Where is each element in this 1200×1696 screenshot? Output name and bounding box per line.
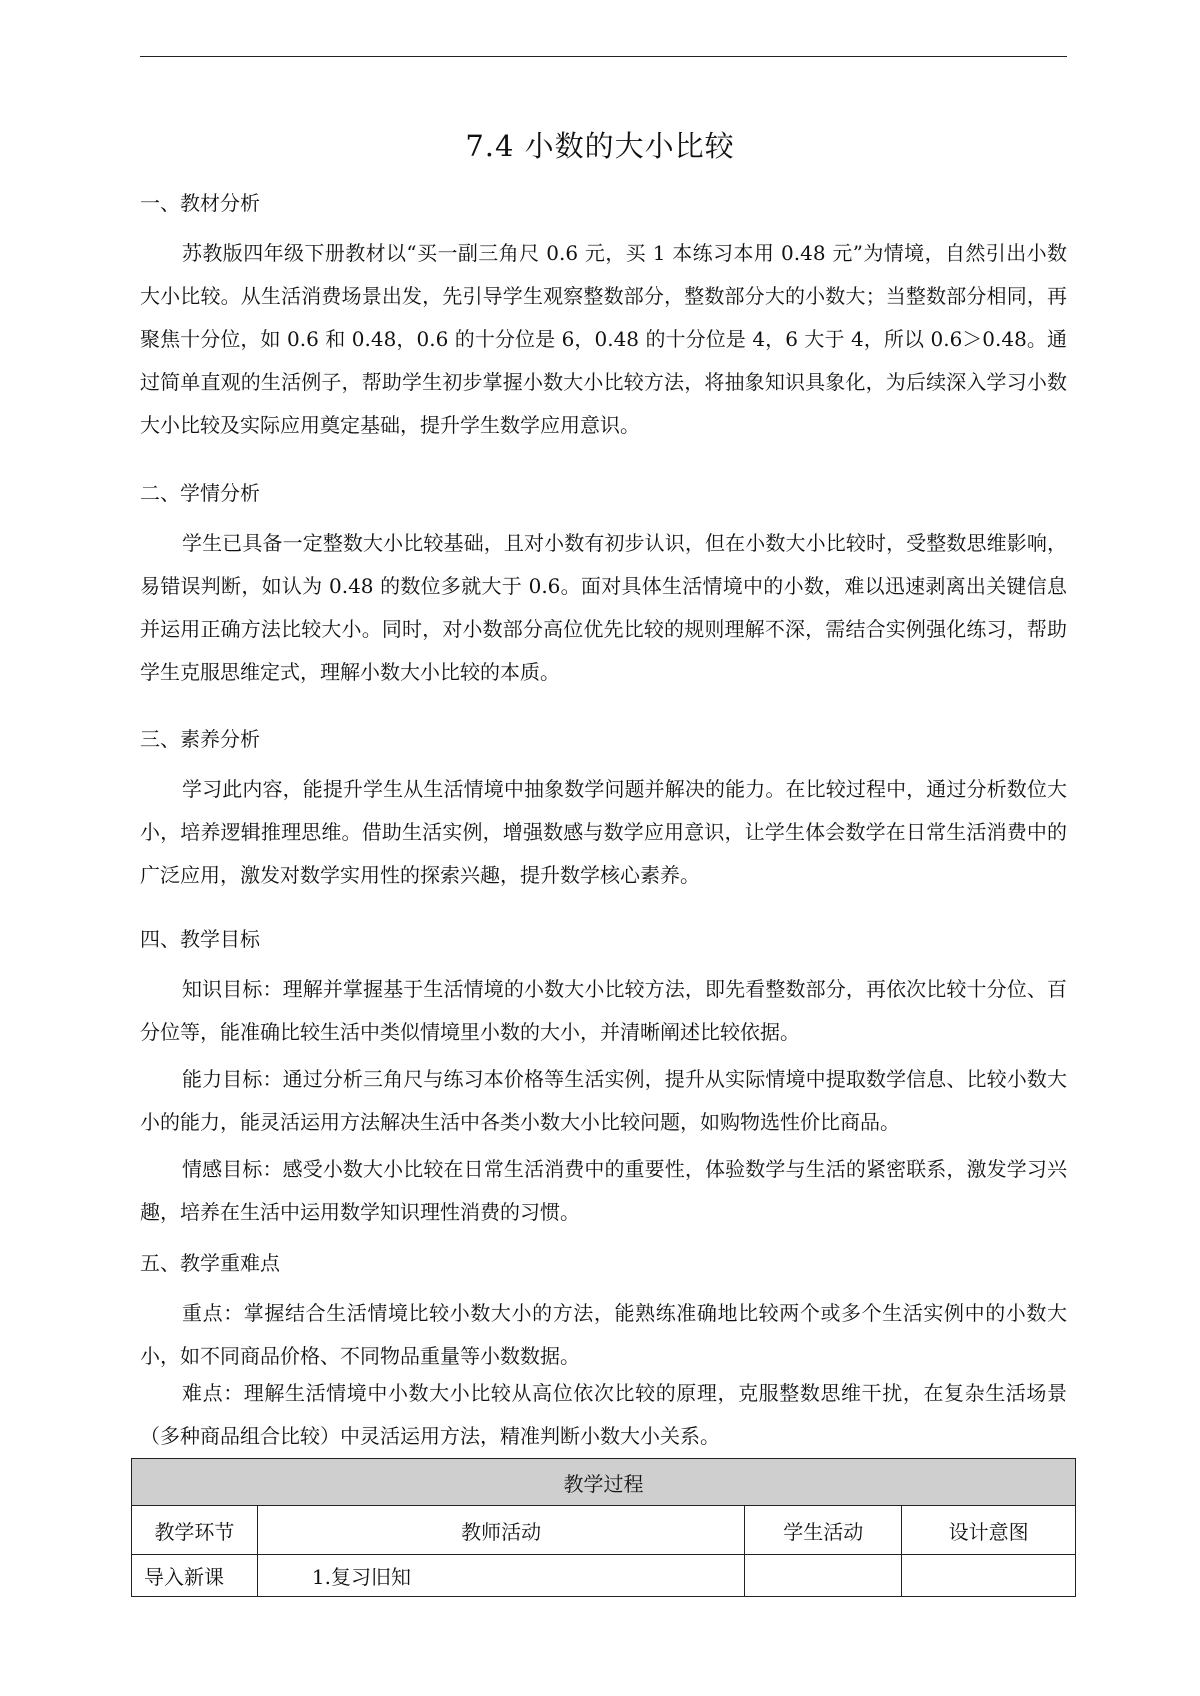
table-header-row	[132, 1506, 1076, 1555]
section-4-paragraph-1: 知识目标：理解并掌握基于生活情境的小数大小比较方法，即先看整数部分，再依次比较十分位、百分位等，能准确比较生活中类似情境里小数的大小，并清晰阐述比较依据。	[140, 977, 1067, 1044]
table-caption-row	[132, 1459, 1076, 1506]
teaching-process-table	[131, 1458, 1076, 1597]
section-heading-4: 四、教学目标	[140, 927, 260, 951]
table-header-cell: 学生活动	[745, 1506, 902, 1555]
table-header-cell: 设计意图	[902, 1506, 1076, 1555]
section-5-paragraph-1: 重点：掌握结合生活情境比较小数大小的方法，能熟练准确地比较两个或多个生活实例中的小数大小，如不同商品价格、不同物品重量等小数数据。	[140, 1301, 1067, 1368]
header-rule	[140, 56, 1067, 57]
table-cell: 1.复习旧知	[257, 1555, 744, 1597]
section-4-paragraph-3: 情感目标：感受小数大小比较在日常生活消费中的重要性，体验数学与生活的紧密联系，激发学习兴趣，培养在生活中运用数学知识理性消费的习惯。	[140, 1157, 1067, 1224]
table-caption: 教学过程	[132, 1459, 1076, 1506]
section-1-paragraph-1: 苏教版四年级下册教材以“买一副三角尺 0.6 元，买 1 本练习本用 0.48 元”为情境，自然引出小数大小比较。从生活消费场景出发，先引导学生观察整数部分，整数部分大的小数大；当整数部分相同，再聚焦十分位，如 0.6 和 0.48，0.6 的十分位是 6，0.48 的十分位是 4，6 大于 4，所以 0.6＞0.48。通过简单直观的生活例子，帮助学生初步掌握小数大小比较方法，将抽象知识具象化，为后续深入学习小数大小比较及实际应用奠定基础，提升学生数学应用意识。	[140, 241, 1067, 437]
table-header-cell: 教师活动	[257, 1506, 744, 1555]
section-heading-5: 五、教学重难点	[140, 1251, 280, 1275]
section-5-paragraph-2: 难点：理解生活情境中小数大小比较从高位依次比较的原理，克服整数思维干扰，在复杂生活场景（多种商品组合比较）中灵活运用方法，精准判断小数大小关系。	[140, 1381, 1067, 1448]
section-4-paragraph-2: 能力目标：通过分析三角尺与练习本价格等生活实例，提升从实际情境中提取数学信息、比较小数大小的能力，能灵活运用方法解决生活中各类小数大小比较问题，如购物选性价比商品。	[140, 1067, 1067, 1134]
section-heading-3: 三、素养分析	[140, 727, 260, 751]
section-3-paragraph-1: 学习此内容，能提升学生从生活情境中抽象数学问题并解决的能力。在比较过程中，通过分析数位大小，培养逻辑推理思维。借助生活实例，增强数感与数学应用意识，让学生体会数学在日常生活消费中的广泛应用，激发对数学实用性的探索兴趣，提升数学核心素养。	[140, 777, 1067, 887]
table-row	[132, 1555, 1076, 1597]
section-2-paragraph-1: 学生已具备一定整数大小比较基础，且对小数有初步认识，但在小数大小比较时，受整数思维影响，易错误判断，如认为 0.48 的数位多就大于 0.6。面对具体生活情境中的小数，难以迅速剥离出关键信息并运用正确方法比较大小。同时，对小数部分高位优先比较的规则理解不深，需结合实例强化练习，帮助学生克服思维定式，理解小数大小比较的本质。	[140, 531, 1067, 684]
table-cell: 导入新课	[132, 1555, 258, 1597]
section-heading-1: 一、教材分析	[140, 191, 260, 215]
table-cell	[745, 1555, 902, 1597]
table-cell	[902, 1555, 1076, 1597]
table-header-cell: 教学环节	[132, 1506, 258, 1555]
page-title: 7.4 小数的大小比较	[465, 129, 735, 163]
section-heading-2: 二、学情分析	[140, 481, 260, 505]
